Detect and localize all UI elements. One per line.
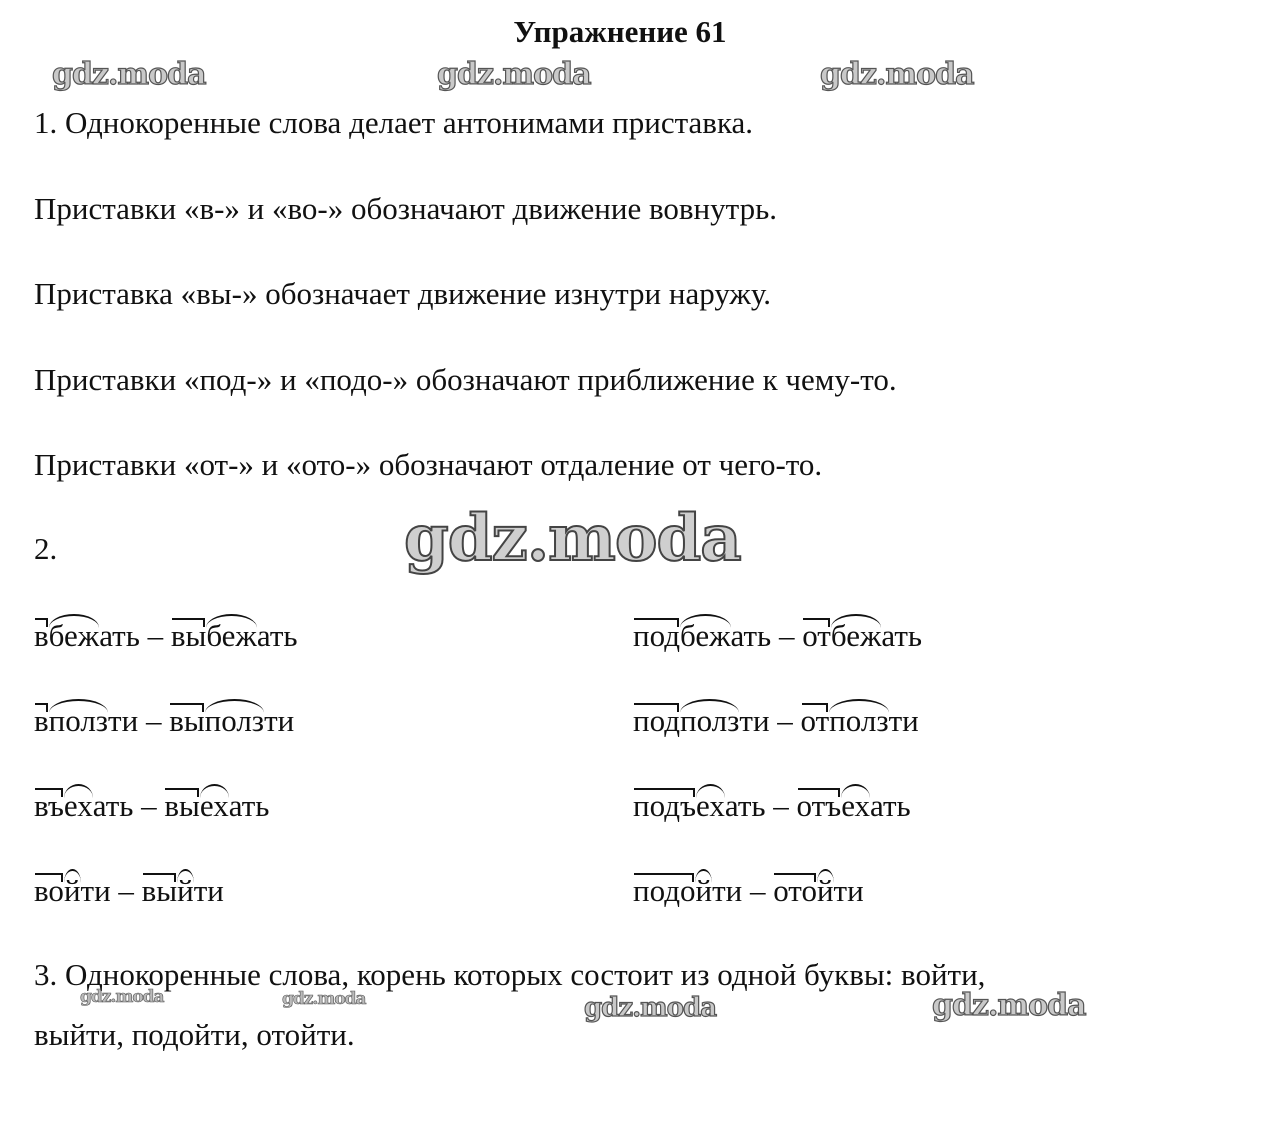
word — [633, 618, 771, 653]
exercise-title: Упражнение 61 — [513, 14, 727, 49]
root-mark: ех — [63, 788, 93, 823]
section3-line: выйти, подойти, отойти. — [34, 1017, 355, 1052]
word-pair-line — [34, 875, 224, 906]
watermark: gdz.moda — [820, 57, 974, 92]
word-pair-line — [633, 620, 922, 651]
word — [34, 618, 140, 653]
root-mark: й — [63, 873, 81, 908]
word-ending: ти — [108, 703, 139, 738]
word-ending: ти — [888, 703, 919, 738]
word-ending: ти — [264, 703, 295, 738]
prefix-mark: подо — [633, 873, 696, 908]
word — [34, 873, 111, 908]
dash-separator: – — [742, 873, 774, 908]
section1-line: Приставка «вы-» обозначает движение изнутри наружу. — [34, 276, 771, 311]
word-pair-line — [34, 790, 269, 821]
word-ending: ти — [739, 703, 770, 738]
word — [169, 703, 294, 738]
watermark: gdz.moda — [52, 57, 206, 92]
prefix-mark: под — [633, 703, 680, 738]
dash-separator: – — [110, 873, 142, 908]
word-ending: ать — [256, 618, 298, 653]
prefix-mark: в — [34, 703, 49, 738]
section2-number: 2. — [34, 531, 58, 566]
prefix-mark: от — [800, 703, 830, 738]
root-mark: полз — [829, 703, 889, 738]
word-ending: ать — [228, 788, 270, 823]
root-mark: беж — [48, 618, 100, 653]
root-mark: полз — [48, 703, 109, 738]
word-ending: ти — [80, 873, 111, 908]
watermark-large: gdz.moda — [404, 501, 741, 576]
prefix-mark: под — [633, 618, 680, 653]
section1-line: 1. Однокоренные слова делает антонимами приставка. — [34, 105, 754, 140]
word — [797, 788, 911, 823]
word — [34, 788, 133, 823]
root-mark: полз — [204, 703, 265, 738]
root-mark: беж — [206, 618, 257, 653]
dash-separator: – — [133, 788, 165, 823]
root-mark: беж — [679, 618, 731, 653]
word-ending: ать — [730, 618, 772, 653]
prefix-mark: въ — [34, 788, 64, 823]
word — [633, 703, 770, 738]
prefix-mark: от — [802, 618, 831, 653]
watermark: gdz.moda — [282, 989, 366, 1009]
root-mark: ех — [696, 788, 725, 823]
watermark: gdz.moda — [932, 988, 1086, 1023]
word — [802, 618, 922, 653]
word-ending: ать — [724, 788, 766, 823]
word — [633, 788, 766, 823]
word-ending: ти — [712, 873, 743, 908]
prefix-mark: вы — [170, 618, 207, 653]
prefix-mark: вы — [164, 788, 200, 823]
word-pair-line — [34, 620, 298, 651]
word-ending: ать — [881, 618, 923, 653]
prefix-mark: подъ — [633, 788, 696, 823]
word — [171, 618, 298, 653]
word — [633, 873, 742, 908]
dash-separator: – — [771, 618, 803, 653]
word — [164, 788, 269, 823]
section3-line: 3. Однокоренные слова, корень которых состоит из одной буквы: войти, — [34, 957, 986, 992]
word-pair-line — [633, 705, 919, 736]
word — [801, 703, 919, 738]
root-mark: беж — [830, 618, 882, 653]
prefix-mark: ото — [773, 873, 817, 908]
dash-separator: – — [765, 788, 797, 823]
word-pair-line — [34, 705, 294, 736]
prefix-mark: вы — [169, 703, 205, 738]
section1-line: Приставки «в-» и «во-» обозначают движение вовнутрь. — [34, 191, 777, 226]
dash-separator: – — [769, 703, 801, 738]
section1-line: Приставки «под-» и «подо-» обозначают приближение к чему-то. — [34, 362, 897, 397]
root-mark: й — [177, 873, 194, 908]
prefix-mark: в — [34, 618, 49, 653]
word-ending: ать — [99, 618, 140, 653]
word-ending: ти — [833, 873, 864, 908]
watermark: gdz.moda — [80, 987, 164, 1007]
word — [142, 873, 224, 908]
root-mark: ех — [199, 788, 229, 823]
prefix-mark: отъ — [796, 788, 842, 823]
word-pair-line — [633, 790, 911, 821]
dash-separator: – — [138, 703, 170, 738]
prefix-mark: вы — [141, 873, 178, 908]
root-mark: й — [816, 873, 834, 908]
watermark: gdz.moda — [584, 993, 717, 1023]
word-ending: ать — [92, 788, 134, 823]
word — [34, 703, 138, 738]
word-ending: ать — [870, 788, 911, 823]
word-pair-line — [633, 875, 864, 906]
root-mark: полз — [679, 703, 740, 738]
section1-line: Приставки «от-» и «ото-» обозначают отдаление от чего-то. — [34, 447, 823, 482]
root-mark: ех — [841, 788, 871, 823]
watermark: gdz.moda — [437, 57, 591, 92]
word — [773, 873, 863, 908]
root-mark: й — [695, 873, 713, 908]
prefix-mark: во — [34, 873, 64, 908]
word-ending: ти — [193, 873, 224, 908]
dash-separator: – — [139, 618, 171, 653]
